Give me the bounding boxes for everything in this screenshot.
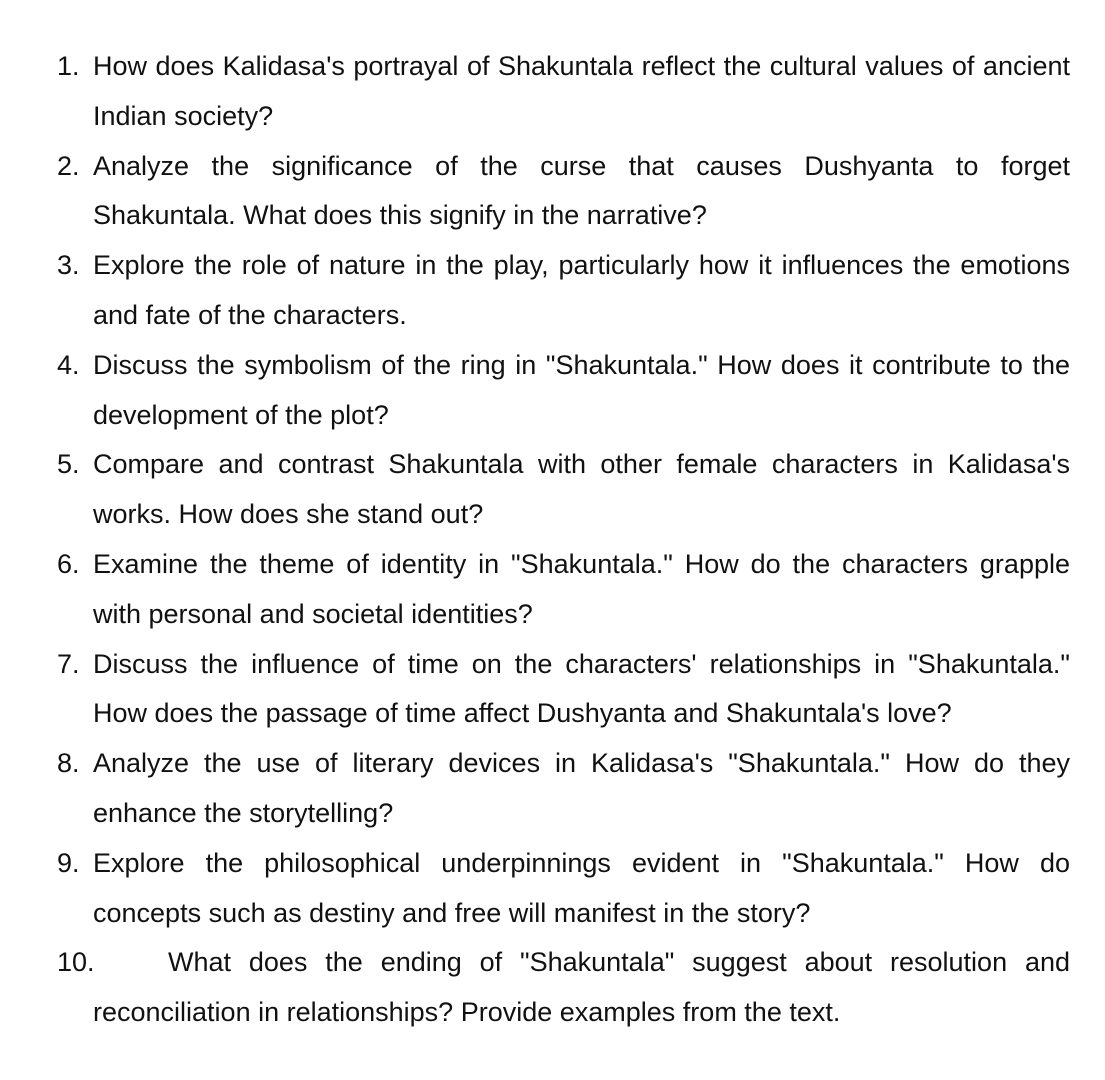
question-item (57, 142, 1070, 242)
question-text: What does the ending of "Shakuntala" suggest about resolution and reconciliation in relationships? Provide examples from the text. (93, 947, 1070, 1028)
question-text: Discuss the symbolism of the ring in "Shakuntala." How does it contribute to the development of the plot? (93, 349, 1070, 430)
question-number: 4. (57, 349, 80, 380)
question-text: Compare and contrast Shakuntala with other female characters in Kalidasa's works. How does she stand out? (93, 449, 1070, 530)
question-number: 1. (57, 51, 80, 81)
question-number: 8. (57, 748, 80, 779)
question-text: Explore the philosophical underpinnings evident in "Shakuntala." How do concepts such as destiny and free will manifest in the story? (93, 847, 1070, 928)
question-text: Explore the role of nature in the play, particularly how it influences the emotions and fate of the characters. (93, 250, 1070, 330)
question-item (57, 540, 1070, 640)
question-number: 9. (57, 847, 80, 878)
question-text: How does Kalidasa's portrayal of Shakuntala reflect the cultural values of ancient Indian society? (93, 51, 1070, 131)
question-number: 2. (57, 150, 80, 181)
question-number: 6. (57, 548, 80, 579)
question-item (57, 938, 1070, 1038)
question-text: Examine the theme of identity in "Shakuntala." How do the characters grapple with personal and societal identities? (93, 548, 1070, 629)
question-item (57, 839, 1070, 939)
question-item (57, 241, 1070, 341)
question-item (57, 341, 1070, 441)
question-list (57, 42, 1070, 1038)
question-item (57, 640, 1070, 740)
question-text: Analyze the use of literary devices in Kalidasa's "Shakuntala." How do they enhance the storytelling? (93, 748, 1070, 828)
question-number: 3. (57, 250, 80, 281)
question-item (57, 739, 1070, 839)
question-number: 7. (57, 648, 80, 679)
question-text: Discuss the influence of time on the characters' relationships in "Shakuntala." How does the passage of time affect Dushyanta and Shakuntala's love? (93, 648, 1070, 729)
question-item (57, 42, 1070, 142)
question-number: 5. (57, 449, 80, 480)
question-item (57, 440, 1070, 540)
question-number: 10. (57, 947, 95, 978)
question-text: Analyze the significance of the curse that causes Dushyanta to forget Shakuntala. What does this signify in the narrative? (93, 150, 1070, 231)
